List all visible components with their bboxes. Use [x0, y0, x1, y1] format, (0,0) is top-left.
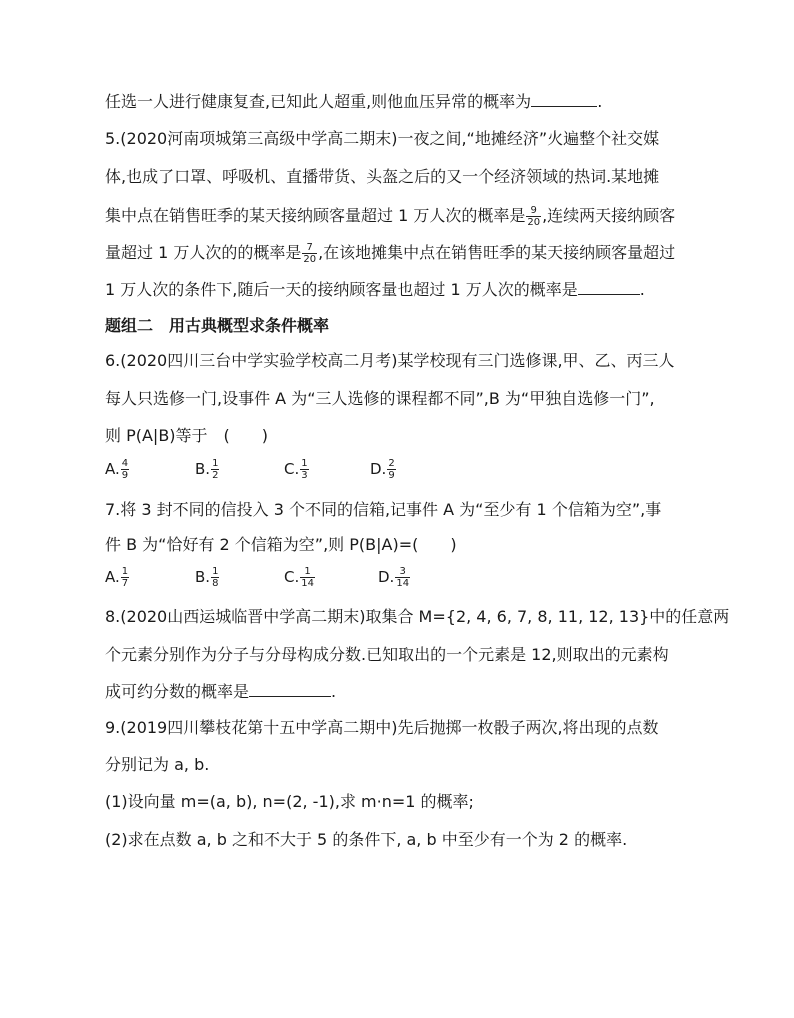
fraction-numerator: 1: [212, 566, 219, 577]
q8-line-3: [105, 682, 336, 702]
q6-line-3: [105, 426, 268, 446]
fraction-denominator: 14: [396, 578, 410, 589]
fraction: [526, 205, 541, 228]
fraction-numerator: 1: [300, 566, 315, 578]
answer-blank: [578, 280, 640, 295]
q5-line-5: [105, 280, 645, 300]
fraction: [302, 242, 317, 265]
option-label: A.: [105, 568, 120, 586]
fraction-denominator: 3: [301, 470, 308, 481]
option-label: D.: [378, 568, 395, 586]
q9-line-2: [105, 755, 209, 775]
option-label: B.: [195, 568, 211, 586]
option-label: C.: [284, 568, 300, 586]
q8-line-2: [105, 645, 669, 665]
q7-text-1: 7.将 3 封不同的信投入 3 个不同的信箱,记事件 A 为“至少有 1 个信箱为空”,事: [105, 500, 662, 519]
option-a: [105, 566, 130, 589]
q5-line-4: [105, 242, 675, 265]
fraction-numerator: 1: [301, 458, 308, 469]
period: .: [597, 92, 603, 111]
fraction-numerator: 4: [121, 458, 129, 469]
fraction-numerator: 3: [395, 566, 410, 578]
fraction: [121, 458, 129, 481]
q5-line-3: [105, 205, 675, 228]
q9-line-3: [105, 792, 474, 812]
fraction-numerator: 2: [388, 458, 395, 469]
q7-line-1: [105, 500, 661, 520]
q8-line-1: [105, 607, 729, 627]
q5-text-3: 集中点在销售旺季的某天接纳顾客量超过 1 万人次的概率是: [105, 206, 526, 225]
q5-text-3-end: ,连续两天接纳顾客: [542, 206, 676, 225]
period: .: [639, 280, 645, 299]
q6-line-2: [105, 389, 655, 409]
fraction-numerator: 1: [121, 566, 129, 577]
option-c: [284, 458, 310, 481]
option-label: B.: [195, 460, 211, 478]
q5-text-2: 体,也成了口罩、呼吸机、直播带货、头盔之后的又一个经济领域的热词.某地摊: [105, 167, 660, 186]
q7-text-2: 件 B 为“恰好有 2 个信箱为空”,则 P(B|A)=( ): [105, 535, 457, 554]
fraction-denominator: 20: [303, 254, 317, 265]
q6-line-1: [105, 351, 675, 371]
fraction: [211, 458, 219, 481]
option-d: [378, 566, 411, 589]
q9-text-2: 分别记为 a, b.: [105, 755, 210, 774]
period: .: [331, 682, 337, 701]
q9-text-1: 9.(2019四川攀枝花第十五中学高二期中)先后抛掷一枚骰子两次,将出现的点数: [105, 718, 659, 737]
fraction-denominator: 9: [388, 470, 395, 481]
fraction-numerator: 7: [302, 242, 317, 254]
option-a: [105, 458, 130, 481]
q6-text-2: 每人只选修一门,设事件 A 为“三人选修的课程都不同”,B 为“甲独自选修一门”,: [105, 389, 655, 408]
q9-line-4: [105, 830, 627, 850]
fraction-numerator: 9: [526, 205, 541, 217]
q5-line-1: [105, 129, 659, 149]
q5-text-1: 5.(2020河南项城第三高级中学高二期末)一夜之间,“地摊经济”火遍整个社交媒: [105, 129, 660, 148]
option-d: [370, 458, 397, 481]
fraction-denominator: 8: [212, 578, 219, 589]
q4-tail-line: [105, 92, 602, 112]
q9-line-1: [105, 718, 659, 738]
fraction-numerator: 1: [212, 458, 219, 469]
q9-text-3: (1)设向量 m=(a, b), n=(2, -1),求 m·n=1 的概率;: [105, 792, 474, 811]
q5-text-5: 1 万人次的条件下,随后一天的接纳顾客量也超过 1 万人次的概率是: [105, 280, 578, 299]
fraction: [395, 566, 410, 589]
fraction-denominator: 9: [121, 470, 129, 481]
option-label: C.: [284, 460, 300, 478]
fraction: [300, 566, 315, 589]
q4-tail-text: 任选一人进行健康复查,已知此人超重,则他血压异常的概率为: [105, 92, 532, 111]
q5-line-2: [105, 167, 659, 187]
option-label: A.: [105, 460, 120, 478]
q8-text-2: 个元素分别作为分子与分母构成分数.已知取出的一个元素是 12,则取出的元素构: [105, 645, 669, 664]
answer-blank: [531, 92, 597, 107]
fraction-denominator: 20: [527, 217, 541, 228]
q5-text-4: 量超过 1 万人次的的概率是: [105, 243, 302, 262]
fraction: [300, 458, 308, 481]
fraction-denominator: 14: [301, 578, 314, 589]
q8-text-3: 成可约分数的概率是: [105, 682, 250, 701]
option-c: [284, 566, 316, 589]
fraction: [387, 458, 395, 481]
fraction-denominator: 7: [121, 578, 129, 589]
section-heading: 题组二 用古典概型求条件概率: [105, 316, 330, 335]
q5-text-4-end: ,在该地摊集中点在销售旺季的某天接纳顾客量超过: [318, 243, 676, 262]
answer-blank: [249, 682, 331, 697]
q7-line-2: [105, 535, 457, 555]
option-label: D.: [370, 460, 387, 478]
option-b: [195, 458, 220, 481]
option-b: [195, 566, 220, 589]
fraction: [121, 566, 129, 589]
q6-text-1: 6.(2020四川三台中学实验学校高二月考)某学校现有三门选修课,甲、乙、丙三人: [105, 351, 675, 370]
q8-text-1: 8.(2020山西运城临晋中学高二期末)取集合 M={2, 4, 6, 7, 8, 11, 12, 13}中的任意两: [105, 607, 730, 626]
q6-text-3: 则 P(A|B)等于 ( ): [105, 426, 269, 445]
fraction: [211, 566, 219, 589]
q9-text-4: (2)求在点数 a, b 之和不大于 5 的条件下, a, b 中至少有一个为 2 的概率.: [105, 830, 628, 849]
fraction-denominator: 2: [212, 470, 219, 481]
